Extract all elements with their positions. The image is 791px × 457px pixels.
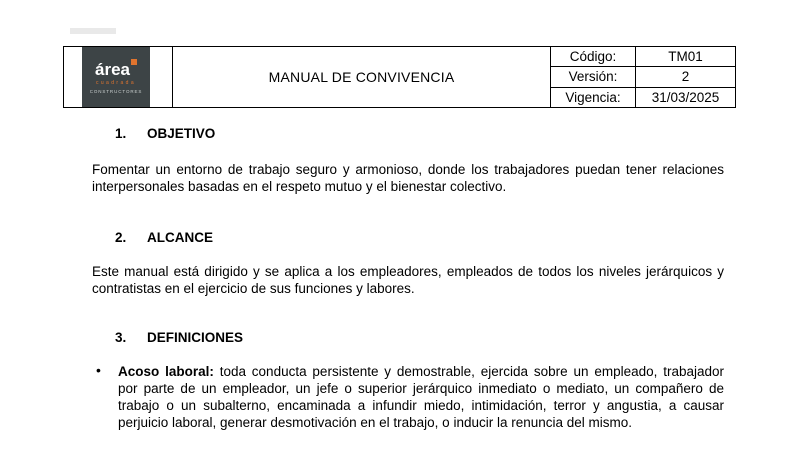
bullet-icon: • — [96, 362, 101, 378]
definition-text — [118, 363, 724, 431]
logo-cell — [64, 47, 173, 108]
section-number: 1. — [115, 126, 127, 141]
section-title: ALCANCE — [147, 230, 213, 245]
meta-value-codigo: TM01 — [636, 47, 736, 67]
meta-value-vigencia: 31/03/2025 — [636, 87, 736, 107]
document-header-table — [63, 46, 736, 108]
section-number: 3. — [115, 330, 127, 345]
section-number: 2. — [115, 230, 127, 245]
definition-term: Acoso laboral: — [118, 364, 214, 379]
section-heading-objetivo — [115, 126, 215, 142]
company-logo — [82, 47, 150, 107]
logo-tagline: CONSTRUCTORES — [89, 88, 143, 94]
logo-accent-square-icon — [131, 59, 137, 65]
meta-label-version: Versión: — [551, 67, 636, 87]
meta-label-codigo: Código: — [551, 47, 636, 67]
scan-artifact — [70, 28, 116, 34]
definition-item-acoso-laboral — [92, 363, 724, 431]
section-body-alcance: Este manual está dirigido y se aplica a los empleadores, empleados de todos los niveles jerárquicos y contratistas en el ejercicio de sus funciones y labores. — [92, 264, 724, 296]
section-title: DEFINICIONES — [147, 330, 244, 345]
logo-subtitle: cuadrada — [95, 79, 137, 86]
section-title: OBJETIVO — [147, 126, 216, 141]
definition-body: toda conducta persistente y demostrable, ejercida sobre un empleado, trabajador por parte de un empleador, un jefe o superior jerárquico inmediato o mediato, un compañero de trabajo o un subalterno, encaminada a infundir miedo, intimidación, terror y angustia, a causar perjuicio laboral, generar desmotivación en el trabajo, o inducir la renuncia del mismo. — [118, 364, 724, 430]
meta-label-vigencia: Vigencia: — [551, 87, 636, 107]
meta-value-version: 2 — [636, 67, 736, 87]
section-body-objetivo: Fomentar un entorno de trabajo seguro y armonioso, donde los trabajadores puedan tener relaciones interpersonales basadas en el respeto mutuo y el bienestar colectivo. — [92, 162, 724, 194]
document-title: MANUAL DE CONVIVENCIA — [173, 47, 551, 108]
logo-brand-text: área — [95, 59, 130, 79]
logo-brand-row — [95, 61, 137, 78]
section-heading-definiciones — [115, 330, 243, 346]
section-heading-alcance — [115, 230, 213, 246]
